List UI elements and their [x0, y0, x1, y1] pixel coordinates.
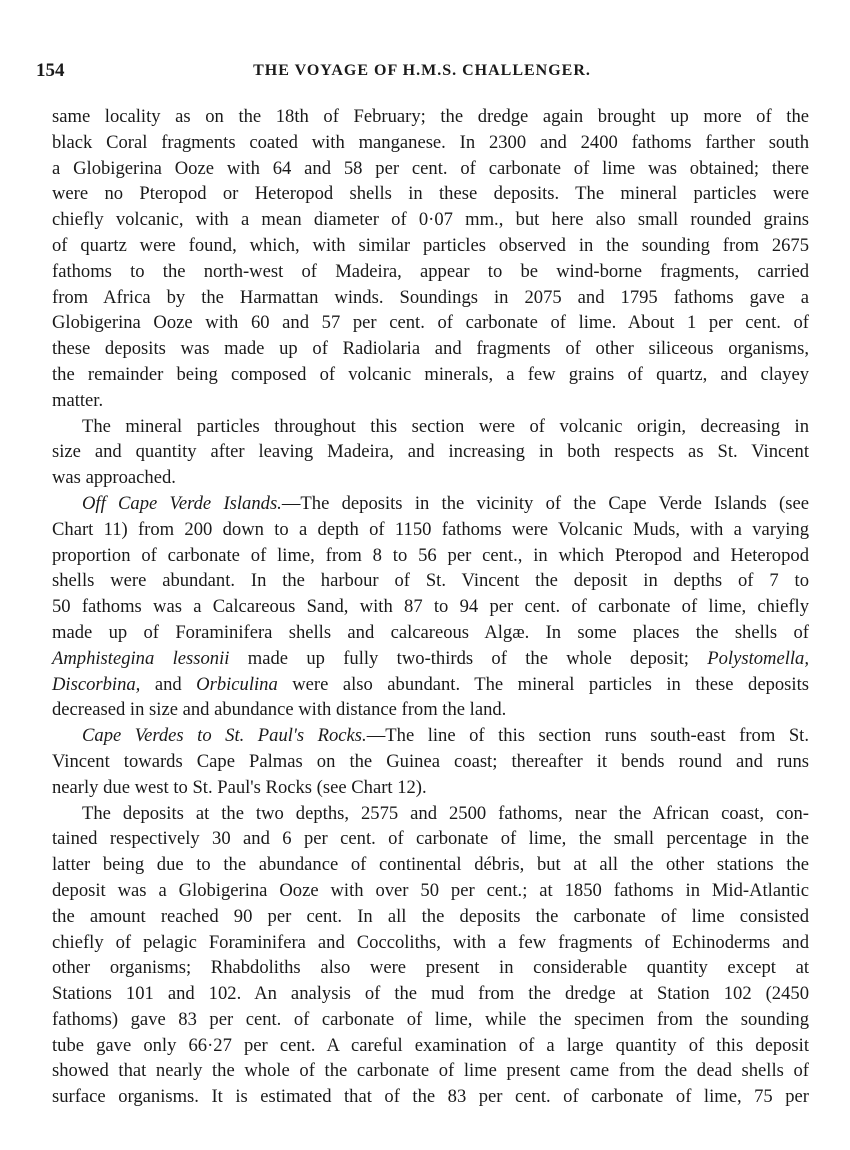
text-line: [52, 388, 809, 414]
text-segment: were also abundant. The mineral particles in these deposits: [277, 673, 809, 695]
text-line: [52, 852, 809, 878]
text-segment: of quartz were found, which, with similar particles observed in the sounding from 2675: [52, 234, 809, 256]
paragraph: [52, 723, 809, 800]
italic-text: Orbiculina: [196, 673, 278, 695]
text-segment: Chart 11) from 200 down to a depth of 1150 fathoms were Volcanic Muds, with a varying: [52, 518, 809, 540]
italic-text: Amphistegina lessonii: [52, 647, 230, 669]
text-line: [52, 104, 809, 130]
text-line: [52, 233, 809, 259]
text-segment: Globigerina Ooze with 60 and 57 per cent. of carbonate of lime. About 1 per cent. of: [52, 312, 809, 334]
text-segment: a Globigerina Ooze with 64 and 58 per cent. of carbonate of lime was obtained; there: [52, 157, 809, 179]
text-segment: other organisms; Rhabdoliths also were present in considerable quantity except at: [52, 957, 809, 979]
text-line: [52, 981, 809, 1007]
text-line: [52, 672, 809, 698]
page-body: [52, 104, 809, 1110]
text-segment: deposit was a Globigerina Ooze with over 50 per cent.; at 1850 fathoms in Mid-Atlantic: [52, 879, 809, 901]
text-segment: fathoms to the north-west of Madeira, appear to be wind-borne fragments, carried: [52, 260, 809, 282]
text-line: [52, 181, 809, 207]
text-segment: made up of Foraminifera shells and calcareous Algæ. In some places the shells of: [52, 621, 809, 643]
text-segment: Vincent towards Cape Palmas on the Guinea coast; thereafter it bends round and runs: [52, 750, 809, 772]
text-line: [52, 1084, 809, 1110]
text-segment: tube gave only 66·27 per cent. A careful examination of a large quantity of this deposit: [52, 1034, 809, 1056]
text-line: [52, 568, 809, 594]
text-line: [52, 517, 809, 543]
text-segment: black Coral fragments coated with manganese. In 2300 and 2400 fathoms farther south: [52, 131, 809, 153]
text-line: [52, 723, 809, 749]
page-number: 154: [36, 60, 65, 81]
text-segment: nearly due west to St. Paul's Rocks (see Chart 12).: [52, 776, 427, 798]
text-segment: the remainder being composed of volcanic minerals, a few grains of quartz, and clayey: [52, 363, 809, 385]
text-line: [52, 801, 809, 827]
page-header: [36, 60, 808, 84]
text-segment: chiefly of pelagic Foraminifera and Coccoliths, with a few fragments of Echinoderms and: [52, 931, 809, 953]
paragraph: [52, 491, 809, 723]
paragraph: [52, 801, 809, 1111]
text-line: [52, 285, 809, 311]
text-segment: fathoms) gave 83 per cent. of carbonate of lime, while the specimen from the sounding: [52, 1008, 809, 1030]
text-line: [52, 207, 809, 233]
running-title: THE VOYAGE OF H.M.S. CHALLENGER.: [253, 62, 591, 79]
italic-text: Off Cape Verde Islands.: [82, 492, 282, 514]
paragraph: [52, 414, 809, 491]
text-line: [52, 336, 809, 362]
text-segment: proportion of carbonate of lime, from 8 to 56 per cent., in which Pteropod and Heteropod: [52, 544, 809, 566]
text-segment: surface organisms. It is estimated that of the 83 per cent. of carbonate of lime, 75 per: [52, 1086, 809, 1108]
text-line: [52, 491, 809, 517]
text-line: [52, 775, 809, 801]
text-segment: made up fully two-thirds of the whole deposit;: [229, 647, 708, 669]
text-line: [52, 646, 809, 672]
text-segment: The deposits at the two depths, 2575 and 2500 fathoms, near the African coast, con-: [82, 802, 809, 824]
text-line: [52, 310, 809, 336]
text-segment: matter.: [52, 389, 104, 411]
text-line: [52, 955, 809, 981]
text-line: [52, 439, 809, 465]
text-segment: chiefly volcanic, with a mean diameter of 0·07 mm., but here also small rounded grains: [52, 209, 809, 231]
text-line: [52, 1007, 809, 1033]
text-segment: The mineral particles throughout this section were of volcanic origin, decreasing in: [82, 415, 809, 437]
text-line: [52, 414, 809, 440]
text-line: [52, 543, 809, 569]
text-line: [52, 1058, 809, 1084]
text-line: [52, 620, 809, 646]
text-line: [52, 362, 809, 388]
text-segment: tained respectively 30 and 6 per cent. of carbonate of lime, the small percentage in the: [52, 828, 809, 850]
italic-text: Cape Verdes to St. Paul's Rocks.: [82, 725, 367, 747]
text-segment: size and quantity after leaving Madeira, and increasing in both respects as St. Vincent: [52, 441, 809, 463]
text-segment: shells were abundant. In the harbour of St. Vincent the deposit in depths of 7 to: [52, 570, 809, 592]
text-segment: same locality as on the 18th of February; the dredge again brought up more of the: [52, 106, 809, 127]
text-line: [52, 1033, 809, 1059]
text-line: [52, 156, 809, 182]
text-line: [52, 259, 809, 285]
text-segment: —The line of this section runs south-east from St.: [366, 725, 809, 747]
text-segment: Stations 101 and 102. An analysis of the mud from the dredge at Station 102 (2450: [52, 983, 809, 1005]
text-line: [52, 130, 809, 156]
text-line: [52, 826, 809, 852]
text-line: [52, 594, 809, 620]
text-line: [52, 749, 809, 775]
text-segment: 50 fathoms was a Calcareous Sand, with 87 to 94 per cent. of carbonate of lime, chiefly: [52, 596, 809, 618]
text-segment: decreased in size and abundance with distance from the land.: [52, 699, 507, 721]
text-segment: the amount reached 90 per cent. In all the deposits the carbonate of lime consisted: [52, 905, 809, 927]
text-segment: and: [140, 673, 197, 695]
text-segment: these deposits was made up of Radiolaria and fragments of other siliceous organisms,: [52, 338, 809, 360]
text-segment: showed that nearly the whole of the carbonate of lime present came from the dead shells of: [52, 1060, 809, 1082]
text-line: [52, 697, 809, 723]
italic-text: Polystomella,: [707, 647, 809, 669]
text-segment: latter being due to the abundance of continental débris, but at all the other stations the: [52, 854, 809, 876]
paragraph: [52, 104, 809, 414]
text-segment: —The deposits in the vicinity of the Cape Verde Islands (see: [281, 492, 809, 514]
text-line: [52, 930, 809, 956]
text-segment: were no Pteropod or Heteropod shells in these deposits. The mineral particles were: [52, 183, 809, 205]
text-line: [52, 465, 809, 491]
text-line: [52, 904, 809, 930]
text-line: [52, 878, 809, 904]
italic-text: Discorbina,: [52, 673, 141, 695]
text-segment: was approached.: [52, 467, 176, 489]
text-segment: from Africa by the Harmattan winds. Soundings in 2075 and 1795 fathoms gave a: [52, 286, 809, 308]
